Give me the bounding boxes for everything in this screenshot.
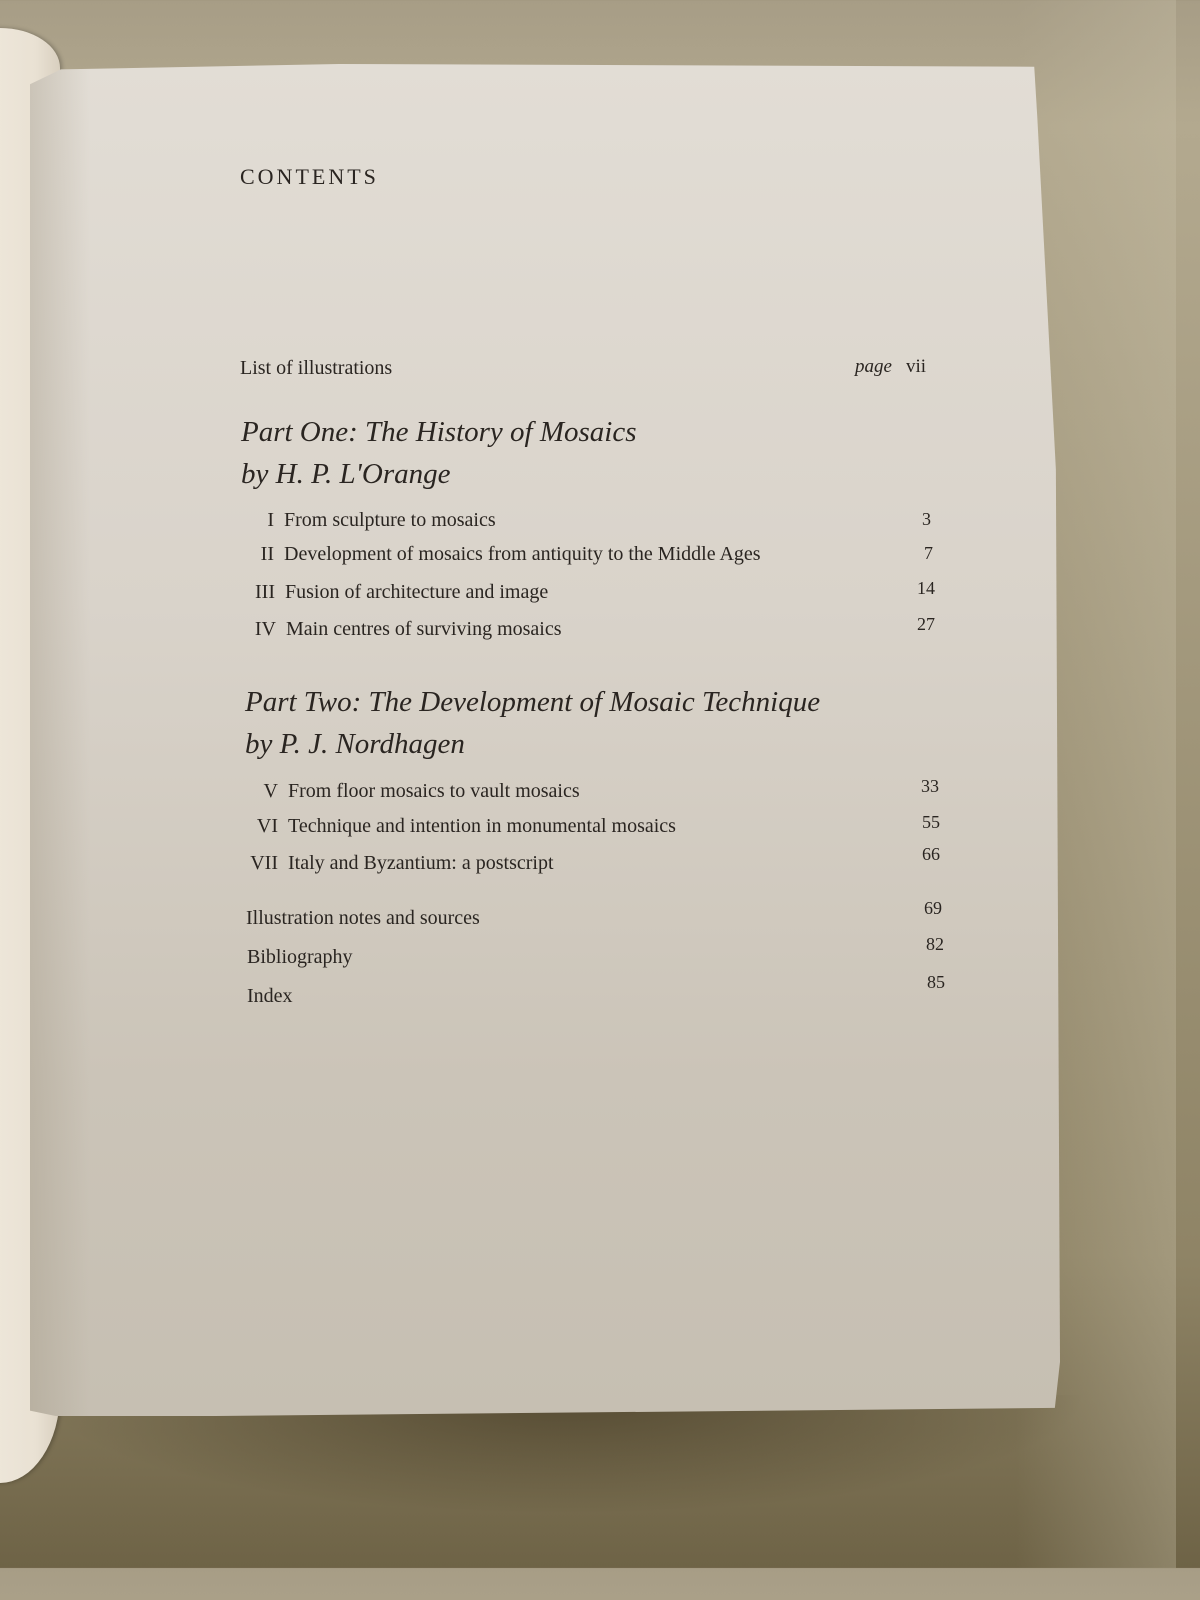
entry-page: 69 — [924, 898, 942, 918]
part-one-title: Part One: The History of Mosaics — [241, 416, 637, 448]
chapter-number: VI — [256, 815, 278, 837]
chapter-number: II — [260, 543, 274, 565]
toc-entry-bibliography — [247, 946, 353, 969]
chapter-page: 55 — [922, 812, 940, 832]
toc-entry — [234, 543, 761, 566]
part-two-heading — [245, 681, 820, 765]
chapter-page: 66 — [922, 844, 940, 864]
chapter-page: 33 — [921, 776, 939, 796]
part-one-author: by H. P. L'Orange — [241, 458, 451, 490]
chapter-title: From floor mosaics to vault mosaics — [288, 780, 580, 802]
entry-title: Index — [247, 985, 293, 1007]
entry-title: List of illustrations — [240, 357, 393, 379]
toc-entry-illustration-notes — [246, 907, 480, 930]
toc-entry — [238, 780, 580, 803]
chapter-page: 14 — [917, 578, 935, 598]
chapter-page: 7 — [924, 543, 933, 563]
chapter-number: III — [255, 581, 275, 603]
toc-entry — [234, 509, 496, 532]
chapter-number: I — [267, 509, 274, 531]
part-two-title: Part Two: The Development of Mosaic Technique — [245, 686, 821, 718]
toc-entry-list-of-illustrations — [240, 357, 392, 380]
toc-entry-index — [247, 985, 293, 1008]
gutter-shade — [30, 64, 90, 1416]
chapter-page: 3 — [922, 509, 931, 529]
chapter-title: Italy and Byzantium: a postscript — [288, 852, 554, 874]
part-two-author: by P. J. Nordhagen — [245, 728, 465, 760]
toc-entry — [235, 581, 548, 604]
chapter-number: V — [263, 780, 278, 802]
page-title: CONTENTS — [240, 164, 379, 189]
entry-title: Bibliography — [247, 946, 353, 968]
chapter-page: 27 — [917, 614, 935, 634]
chapter-title: Technique and intention in monumental mosaics — [288, 815, 676, 837]
entry-title: Illustration notes and sources — [246, 907, 480, 929]
toc-entry — [236, 618, 562, 641]
chapter-title: Main centres of surviving mosaics — [286, 618, 562, 640]
chapter-number: VII — [250, 852, 278, 874]
toc-entry — [238, 815, 676, 838]
entry-page: 82 — [926, 934, 944, 954]
chapter-title: From sculpture to mosaics — [284, 509, 496, 531]
entry-page: 85 — [927, 972, 945, 992]
toc-entry — [238, 852, 554, 875]
chapter-number: IV — [254, 618, 276, 640]
page-number: vii — [905, 356, 926, 377]
chapter-title: Fusion of architecture and image — [285, 581, 549, 603]
toc-page-list-of-illustrations — [855, 356, 926, 378]
part-one-heading — [241, 411, 637, 495]
chapter-title: Development of mosaics from antiquity to the Middle Ages — [284, 543, 761, 565]
page-label: page — [855, 356, 892, 377]
